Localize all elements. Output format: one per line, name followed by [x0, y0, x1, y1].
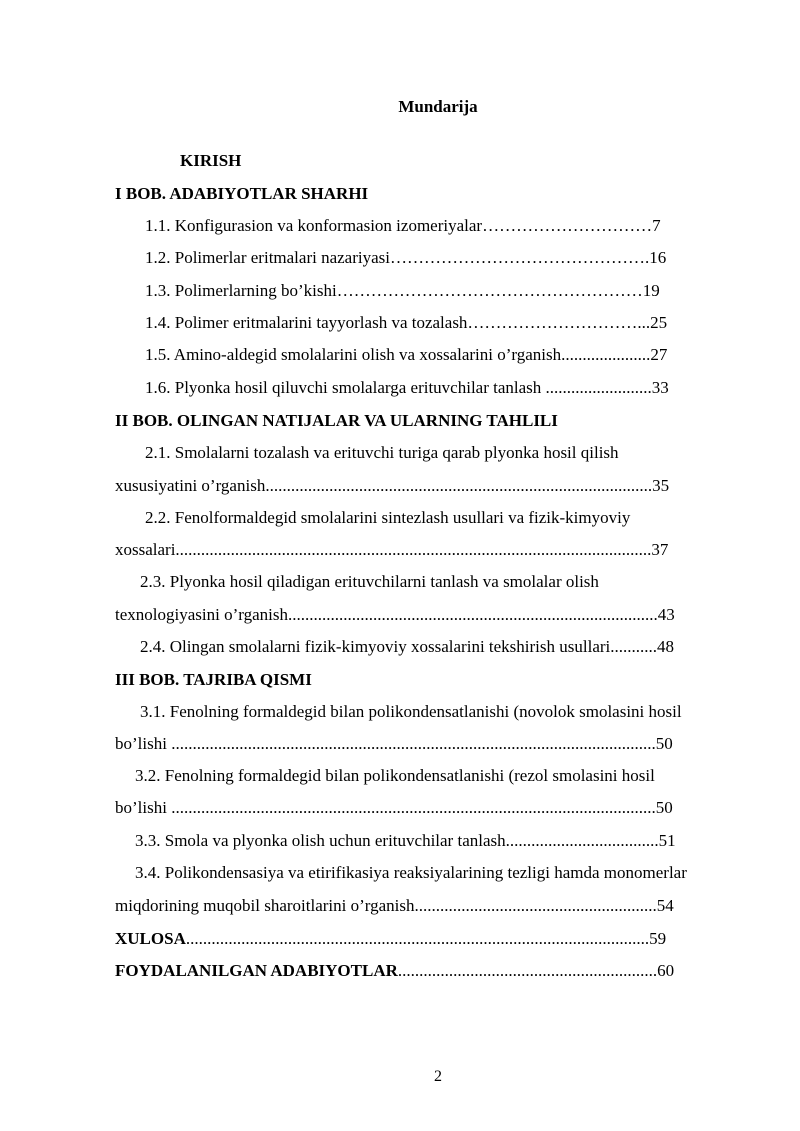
toc-line	[115, 798, 673, 818]
toc-line-text: xususiyatini o’rganish...........................................................................................35	[115, 476, 670, 495]
toc-line	[180, 151, 241, 171]
toc-line-text: 1.1. Konfigurasion va konformasion izomeriyalar…………………………7	[145, 216, 661, 235]
toc-line	[115, 896, 674, 916]
toc-line-text: 1.5. Amino-aldegid smolalarini olish va xossalarini o’rganish.....................27	[145, 345, 668, 364]
toc-line	[145, 508, 630, 528]
toc-line	[135, 766, 655, 786]
toc-line	[115, 734, 673, 754]
toc-line-text: 1.6. Plyonka hosil qiluvchi smolalarga erituvchilar tanlash .........................33	[145, 378, 669, 397]
toc-line-text: FOYDALANILGAN ADABIYOTLAR	[115, 961, 398, 980]
toc-line	[115, 540, 668, 560]
toc-line	[145, 281, 660, 301]
toc-line	[115, 670, 312, 690]
toc-line-text: 2.1. Smolalarni tozalash va erituvchi turiga qarab plyonka hosil qilish	[145, 443, 619, 462]
toc-line	[140, 702, 682, 722]
toc-line-text: 3.2. Fenolning formaldegid bilan polikondensatlanishi (rezol smolasini hosil	[135, 766, 655, 785]
toc-line-text: XULOSA	[115, 929, 186, 948]
toc-line-leader: .............................................................60	[397, 961, 675, 980]
toc-line-text: 2.2. Fenolformaldegid smolalarini sintezlash usullari va fizik-kimyoviy	[145, 508, 631, 527]
toc-line-text: II BOB. OLINGAN NATIJALAR VA ULARNING TAHLILI	[115, 411, 558, 430]
toc-line	[115, 476, 669, 496]
toc-line-text: 3.3. Smola va plyonka olish uchun erituvchilar tanlash....................................51	[135, 831, 676, 850]
toc-line	[115, 184, 368, 204]
toc-line	[140, 637, 674, 657]
toc-line-text: bo’lishi ..................................................................................................................50	[115, 734, 673, 753]
toc-line-leader: .............................................................................................................59	[185, 929, 667, 948]
toc-line	[145, 313, 667, 333]
toc-line-text: 1.2. Polimerlar eritmalari nazariyasi……………………………………….16	[145, 248, 667, 267]
toc-line-text: texnologiyasini o’rganish.......................................................................................43	[115, 605, 675, 624]
page-title: Mundarija	[398, 97, 478, 116]
toc-line-text: bo’lishi ..................................................................................................................50	[115, 798, 673, 817]
toc-line	[135, 863, 687, 883]
toc-line-text: III BOB. TAJRIBA QISMI	[115, 670, 312, 689]
toc-line-text: 3.4. Polikondensasiya va etirifikasiya reaksiyalarining tezligi hamda monomerlar	[135, 863, 687, 882]
toc-line-text: miqdorining muqobil sharoitlarini o’rganish.........................................................54	[115, 896, 674, 915]
toc-line-text: 1.4. Polimer eritmalarini tayyorlash va tozalash…………………………...25	[145, 313, 668, 332]
toc-line	[145, 216, 661, 236]
toc-line	[115, 605, 675, 625]
toc-line	[145, 248, 666, 268]
page-number: 2	[434, 1068, 442, 1085]
toc-line-text: 2.3. Plyonka hosil qiladigan erituvchilarni tanlash va smolalar olish	[140, 572, 599, 591]
toc-line	[145, 345, 667, 365]
toc-line-text: xossalari................................................................................................................37	[115, 540, 669, 559]
toc-line-text: 3.1. Fenolning formaldegid bilan polikondensatlanishi (novolok smolasini hosil	[140, 702, 682, 721]
toc-line	[145, 443, 619, 463]
toc-line	[115, 411, 558, 431]
toc-line	[145, 378, 669, 398]
toc-line	[135, 831, 676, 851]
toc-line-text: 2.4. Olingan smolalarni fizik-kimyoviy xossalarini tekshirish usullari...........48	[140, 637, 675, 656]
toc-line	[115, 961, 674, 981]
toc-line-text: 1.3. Polimerlarning bo’kishi………………………………………………19	[145, 281, 660, 300]
toc-line	[115, 929, 666, 949]
toc-line	[140, 572, 599, 592]
toc-line-text: I BOB. ADABIYOTLAR SHARHI	[115, 184, 369, 203]
toc-line-text: KIRISH	[180, 151, 242, 170]
